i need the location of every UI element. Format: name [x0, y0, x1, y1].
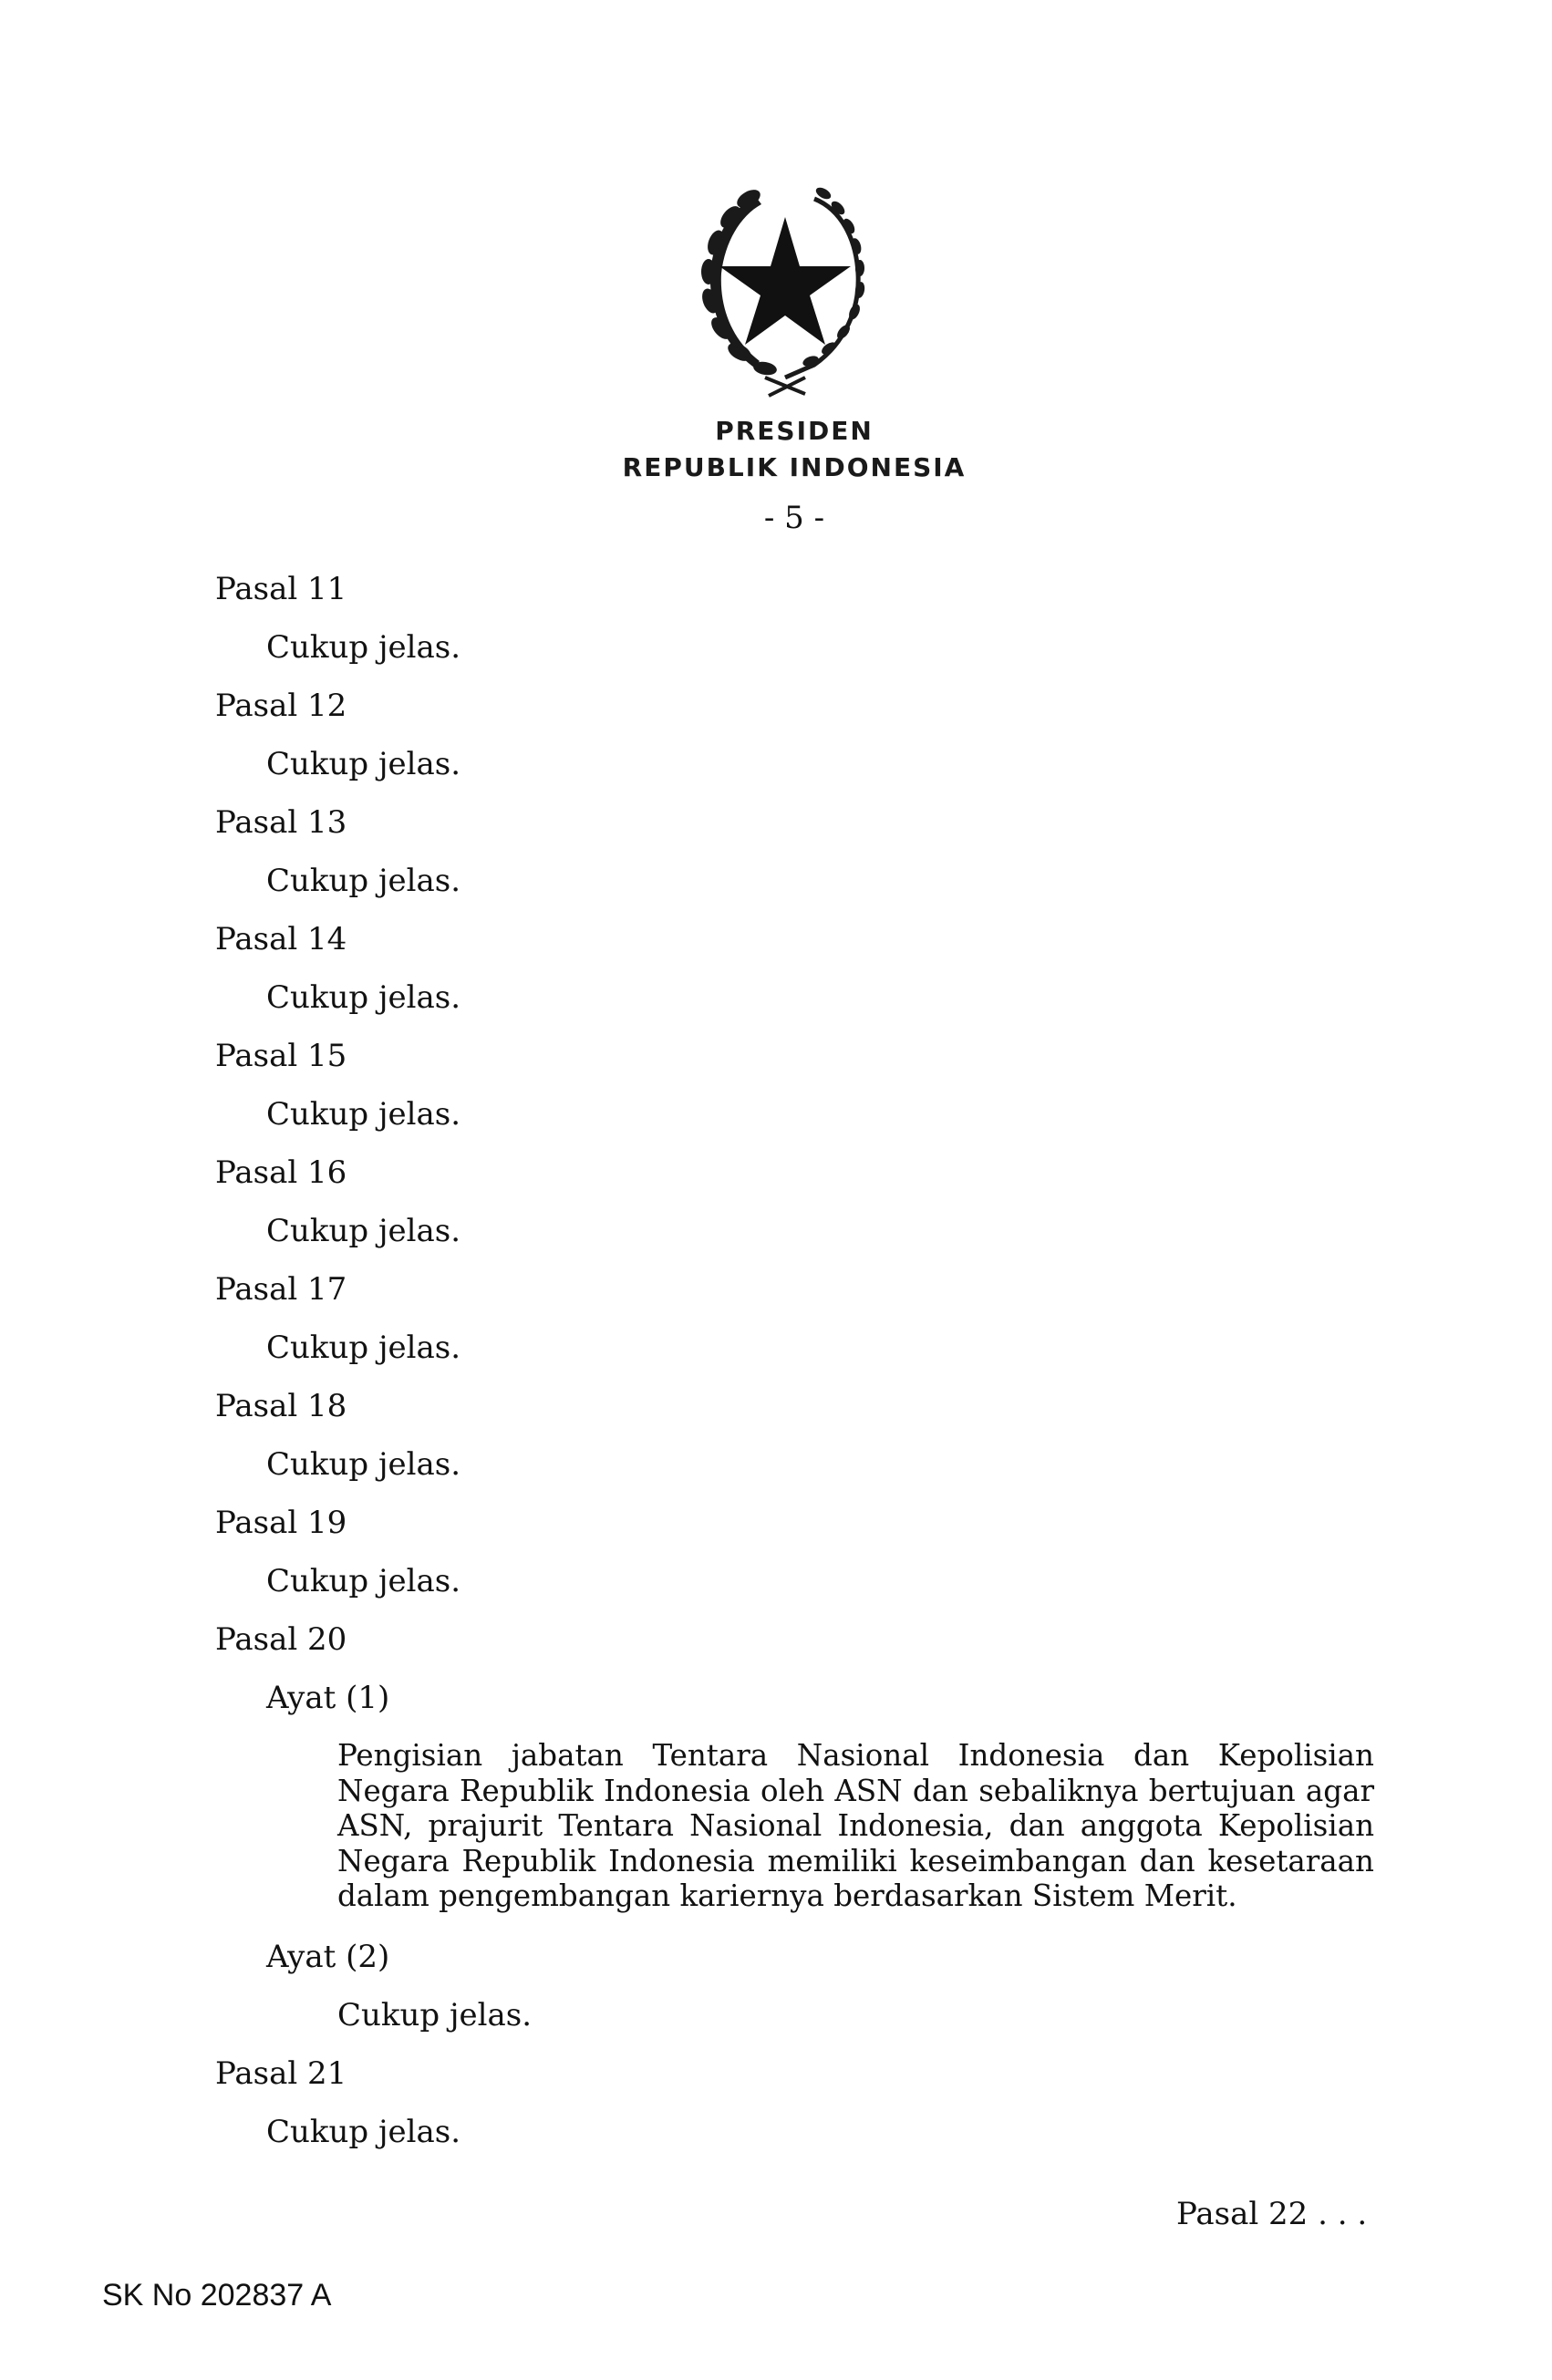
article-text: Cukup jelas. [266, 1563, 461, 1599]
article-text: Cukup jelas. [266, 1213, 461, 1249]
document-code: SK No 202837 A [102, 2278, 332, 2313]
page-number: - 5 - [763, 500, 825, 536]
article-title: Pasal 18 [215, 1388, 347, 1424]
ayat-2-title: Ayat (2) [266, 1939, 390, 1975]
article-text: Cukup jelas. [266, 863, 461, 899]
ayat-1-title: Ayat (1) [266, 1680, 390, 1716]
article-text: Cukup jelas. [266, 746, 461, 782]
article-title: Pasal 19 [215, 1505, 347, 1541]
article-title: Pasal 13 [215, 804, 347, 841]
ayat-1-text: Pengisian jabatan Tentara Nasional Indonesia dan Kepolisian Negara Republik Indonesia oleh ASN dan sebaliknya bertujuan agar ASN, prajurit Tentara Nasional Indonesia, dan anggota Kepolisian Negara Republik Indonesia memiliki keseimbangan dan kesetaraan dalam pengembangan kariernya berdasarkan Sistem Merit. [337, 1738, 1374, 1913]
article-title: Pasal 17 [215, 1271, 347, 1308]
article-title: Pasal 12 [215, 688, 347, 724]
continuation-label: Pasal 22 . . . [1176, 2196, 1368, 2232]
article-title: Pasal 16 [215, 1154, 347, 1191]
article-title-pasal-20: Pasal 20 [215, 1621, 347, 1658]
article-text: Cukup jelas. [266, 629, 461, 666]
article-title: Pasal 15 [215, 1038, 347, 1074]
article-title: Pasal 14 [215, 921, 347, 957]
article-text: Cukup jelas. [266, 1330, 461, 1366]
article-text: Cukup jelas. [266, 1446, 461, 1483]
ayat-2-text: Cukup jelas. [337, 1997, 533, 2033]
article-text: Cukup jelas. [266, 1096, 461, 1133]
article-title-pasal-21: Pasal 21 [215, 2055, 347, 2092]
header-title-republik: REPUBLIK INDONESIA [622, 452, 967, 482]
presidential-emblem-icon [678, 171, 889, 399]
header-title-presiden: PRESIDEN [715, 416, 874, 446]
article-title: Pasal 11 [215, 571, 347, 607]
article-text-pasal-21: Cukup jelas. [266, 2114, 461, 2150]
article-text: Cukup jelas. [266, 979, 461, 1016]
